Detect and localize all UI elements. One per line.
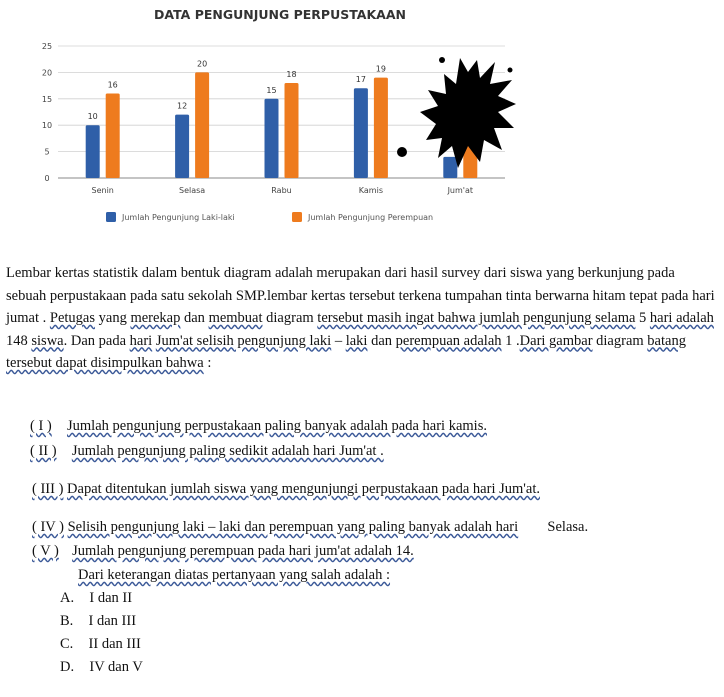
data-label: 17	[355, 75, 366, 85]
bar-female	[374, 78, 388, 178]
x-tick-label: Kamis	[358, 186, 384, 195]
statement-4	[32, 519, 588, 536]
paragraph-segment: perempuan adalah	[395, 332, 502, 349]
choice-a-letter: A.	[60, 590, 75, 606]
statement-4-number: ( IV )	[32, 519, 64, 535]
legend-swatch-female	[292, 212, 302, 222]
paragraph-segment: hari adalah	[649, 310, 714, 326]
data-label: 19	[375, 64, 386, 74]
statement-1	[30, 418, 487, 435]
choice-a-text: I dan II	[89, 590, 133, 606]
data-label: 16	[107, 80, 118, 90]
paragraph-segment: yang	[95, 310, 131, 326]
bar-female	[106, 94, 120, 178]
x-tick-label: Jum'at	[447, 186, 474, 195]
statement-5	[32, 543, 414, 560]
chart-svg	[40, 0, 520, 230]
paragraph-segment: –	[331, 332, 346, 349]
ink-drop	[397, 147, 407, 157]
bar-male	[443, 157, 457, 178]
paragraph-segment: siswa	[31, 332, 64, 349]
paragraph-segment: diagram	[592, 332, 648, 349]
statement-4-text: Selisih pengunjung laki – laki dan perempuan yang paling banyak adalah hari	[67, 519, 519, 535]
paragraph-segment: tersebut masih ingat bahwa jumlah pengunjung selama	[317, 310, 636, 326]
choice-b-text: I dan III	[88, 613, 137, 629]
legend-label-male: Jumlah Pengunjung Laki-laki	[122, 213, 235, 222]
paragraph-segment: Dari gambar	[519, 332, 593, 349]
ink-drop	[508, 68, 513, 73]
bar-female	[285, 83, 299, 178]
paragraph-segment: diagram	[262, 310, 318, 326]
x-tick-label: Rabu	[271, 186, 292, 195]
intro-paragraph	[6, 262, 718, 375]
question-text	[78, 567, 390, 584]
paragraph-segment: merekap	[130, 310, 181, 326]
bar-male	[86, 125, 100, 178]
paragraph-segment: batang tersebut dapat disimpulkan bahwa	[6, 332, 686, 371]
choice-d	[60, 659, 143, 676]
paragraph-segment: 1 .	[501, 332, 520, 349]
statement-2	[30, 443, 384, 460]
y-tick-label: 20	[41, 68, 53, 78]
bar-male	[354, 88, 368, 178]
x-tick-label: Senin	[91, 186, 114, 195]
chart-title: DATA PENGUNJUNG PERPUSTAKAAN	[154, 7, 406, 22]
data-label: 18	[286, 69, 297, 79]
legend-swatch-male	[106, 212, 116, 222]
statement-1-number: ( I )	[30, 418, 52, 434]
data-label: 20	[197, 59, 208, 69]
statement-5-number: ( V )	[32, 543, 59, 559]
y-tick-label: 5	[44, 147, 50, 157]
choice-c-text: II dan III	[88, 636, 141, 652]
paragraph-segment: membuat	[208, 310, 263, 326]
paragraph-segment: 148	[6, 332, 32, 349]
data-label: 12	[177, 101, 188, 111]
document-body	[6, 262, 718, 375]
choice-c	[60, 636, 141, 653]
y-tick-label: 0	[44, 174, 50, 183]
paragraph-segment: laki	[345, 332, 368, 349]
choice-a	[60, 590, 132, 607]
statement-2-text: Jumlah pengunjung paling sedikit adalah hari Jum'at .	[71, 443, 384, 459]
bar-female	[195, 72, 209, 178]
statement-3	[32, 481, 540, 498]
choice-d-text: IV dan V	[89, 659, 143, 675]
paragraph-segment: Lembar kertas statistik dalam bentuk diagram adalah merupakan dari hasil survey dari siswa yang berkunjung pada sebuah perpustakaan pada satu sekolah SMP.lembar kertas tersebut terkena tumpahan tinta berwarna hitam tepat pada hari jumat .	[6, 265, 715, 326]
data-label: 10	[87, 112, 98, 122]
legend-label-female: Jumlah Pengunjung Perempuan	[308, 213, 434, 222]
choice-c-letter: C.	[60, 636, 74, 652]
paragraph-segment: . Dan pada	[63, 332, 130, 349]
paragraph-segment: dan	[180, 310, 209, 326]
bar-chart	[40, 0, 520, 230]
y-tick-label: 15	[41, 94, 53, 104]
choice-b	[60, 613, 136, 630]
statement-5-text: Jumlah pengunjung perempuan pada hari jum'at adalah 14.	[72, 543, 414, 559]
bar-male	[265, 99, 279, 178]
paragraph-segment: :	[203, 355, 212, 371]
statement-3-text: Dapat ditentukan jumlah siswa yang mengunjungi perpustakaan pada hari Jum'at.	[67, 481, 540, 497]
paragraph-segment: Petugas	[49, 310, 96, 326]
x-tick-label: Selasa	[178, 186, 206, 195]
bar-male	[175, 115, 189, 178]
paragraph-segment: dan	[367, 332, 396, 349]
data-label: 15	[266, 85, 277, 95]
choice-b-letter: B.	[60, 613, 74, 629]
statement-4-extra: Selasa.	[547, 519, 589, 535]
y-tick-label: 10	[41, 121, 53, 131]
statement-2-number: ( II )	[30, 443, 57, 459]
paragraph-segment: Jum'at selisih pengunjung laki	[155, 332, 332, 349]
statement-3-number: ( III )	[32, 481, 64, 497]
y-tick-label: 25	[41, 42, 53, 51]
statement-1-text: Jumlah pengunjung perpustakaan paling banyak adalah pada hari kamis.	[67, 418, 487, 434]
ink-drop	[439, 57, 445, 63]
paragraph-segment: 5	[635, 310, 650, 326]
question-label: Dari keterangan diatas pertanyaan yang salah adalah :	[78, 567, 391, 583]
choice-d-letter: D.	[60, 659, 75, 675]
paragraph-segment: hari	[129, 332, 153, 349]
